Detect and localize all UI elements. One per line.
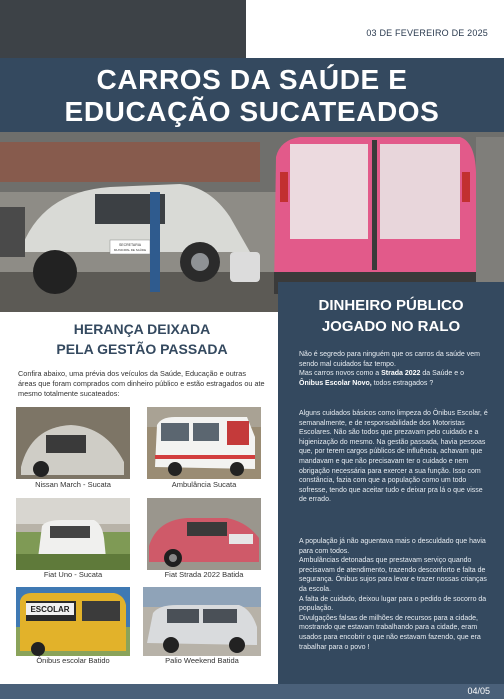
right-p1-line-a: Não é segredo para ninguém que os carros da saúde vem sendo mal cuidados faz tempo. <box>299 351 480 368</box>
right-p3-line-a: A população já não aguentava mais o desculdado que havia para com todos. <box>299 538 486 555</box>
photo-palio-weekend-illustration <box>143 587 261 656</box>
left-heading-line-2: PELA GESTÃO PASSADA <box>56 341 228 357</box>
photo-nissan-march <box>16 407 130 479</box>
page-number: 04/05 <box>467 686 490 696</box>
footer-bar <box>0 684 504 699</box>
page-title-line-2: EDUCAÇÃO SUCATEADOS <box>64 96 440 127</box>
right-paragraph-1 <box>299 350 489 388</box>
photo-fiat-strada-illustration <box>147 498 261 570</box>
issue-date: 03 DE FEVEREIRO DE 2025 <box>366 28 488 38</box>
caption-fiat-strada: Fiat Strada 2022 Batida <box>164 570 244 579</box>
caption-onibus-escolar: Ônibus escolar Batido <box>36 656 110 665</box>
caption-ambulancia: Ambulância Sucata <box>171 480 237 489</box>
top-dark-block <box>0 0 246 58</box>
right-p1-strada: Strada 2022 <box>381 370 421 378</box>
left-intro-text: Confira abaixo, uma prévia dos veículos da Saúde, Educação e outras áreas que foram comprados com dinheiro público e estão estragados ou ate mesmo totalmente sucateados: <box>18 369 265 398</box>
hero-vehicle-text-2: MUNICIPAL DE SAÚDE <box>113 248 147 252</box>
caption-fiat-uno: Fiat Uno - Sucata <box>43 570 103 579</box>
photo-nissan-march-illustration <box>16 407 130 479</box>
right-p3-line-d: Divulgações falsas de milhões de recursos para a cidade, mostrando que estavam trabalhando para a cidade, eram usados para encobrir o que não estavam fazendo, que era trabalhar para o povo ! <box>299 614 481 651</box>
right-heading-line-1: DINHEIRO PÚBLICO <box>318 297 464 314</box>
left-heading-line-1: HERANÇA DEIXADA <box>73 321 211 337</box>
photo-fiat-uno-illustration <box>16 498 130 570</box>
photo-fiat-uno <box>16 498 130 570</box>
photo-onibus-escolar <box>16 587 130 656</box>
right-p1-text-d: da Saúde e o <box>420 370 464 378</box>
right-p1-text-f: todos estragados ? <box>371 379 434 387</box>
page-title-line-1: CARROS DA SAÚDE E <box>96 64 408 95</box>
right-p1-line-b <box>299 369 489 388</box>
photo-ambulancia-illustration <box>147 407 261 479</box>
right-p1-onibus: Ônibus Escolar Novo, <box>299 379 372 387</box>
caption-palio-weekend: Palio Weekend Batida <box>165 656 239 665</box>
right-heading-line-2: JOGADO NO RALO <box>321 318 461 335</box>
bus-sign-text: ESCOLAR <box>30 605 70 614</box>
right-p3-line-b: Ambulâncias detonadas que prestavam serviço quando precisavam de atendimento, trazendo desconforto e falta de segurança. Ônibus sujos para levar e trazer nossas crianças da escola. <box>299 557 487 593</box>
hero-vehicle-text-1: SECRETARIA <box>118 243 142 247</box>
right-paragraph-2: Alguns cuidados básicos como limpeza do Ônibus Escolar, é semanalmente, e de responsabilidade dos Motoristas Escolares. Não são todos que prezavam pelo cuidado e a higienização do mesmo. Na gestão passada, havia pessoas que, por terem cargos públicos de influência, achavam que mandavam e que não precisavam ter o cuidado e nem obrigação necessária para exercer a sua função. Isso com constância, fazia com que a população como um todo sofresse, tendo que aceitar tudo e deixar pra lá o que visse de errado. <box>299 410 488 504</box>
photo-palio-weekend <box>143 587 261 656</box>
right-p3-line-c: A falta de cuidado, deixou lugar para o pedido de socorro da população. <box>299 595 487 613</box>
right-paragraph-3 <box>299 537 489 652</box>
photo-ambulancia <box>147 407 261 479</box>
photo-fiat-strada <box>147 498 261 570</box>
right-p1-text-b: Mas carros novos como a <box>299 370 382 378</box>
caption-nissan-march: Nissan March - Sucata <box>35 480 111 489</box>
photo-onibus-escolar-illustration <box>16 587 130 656</box>
